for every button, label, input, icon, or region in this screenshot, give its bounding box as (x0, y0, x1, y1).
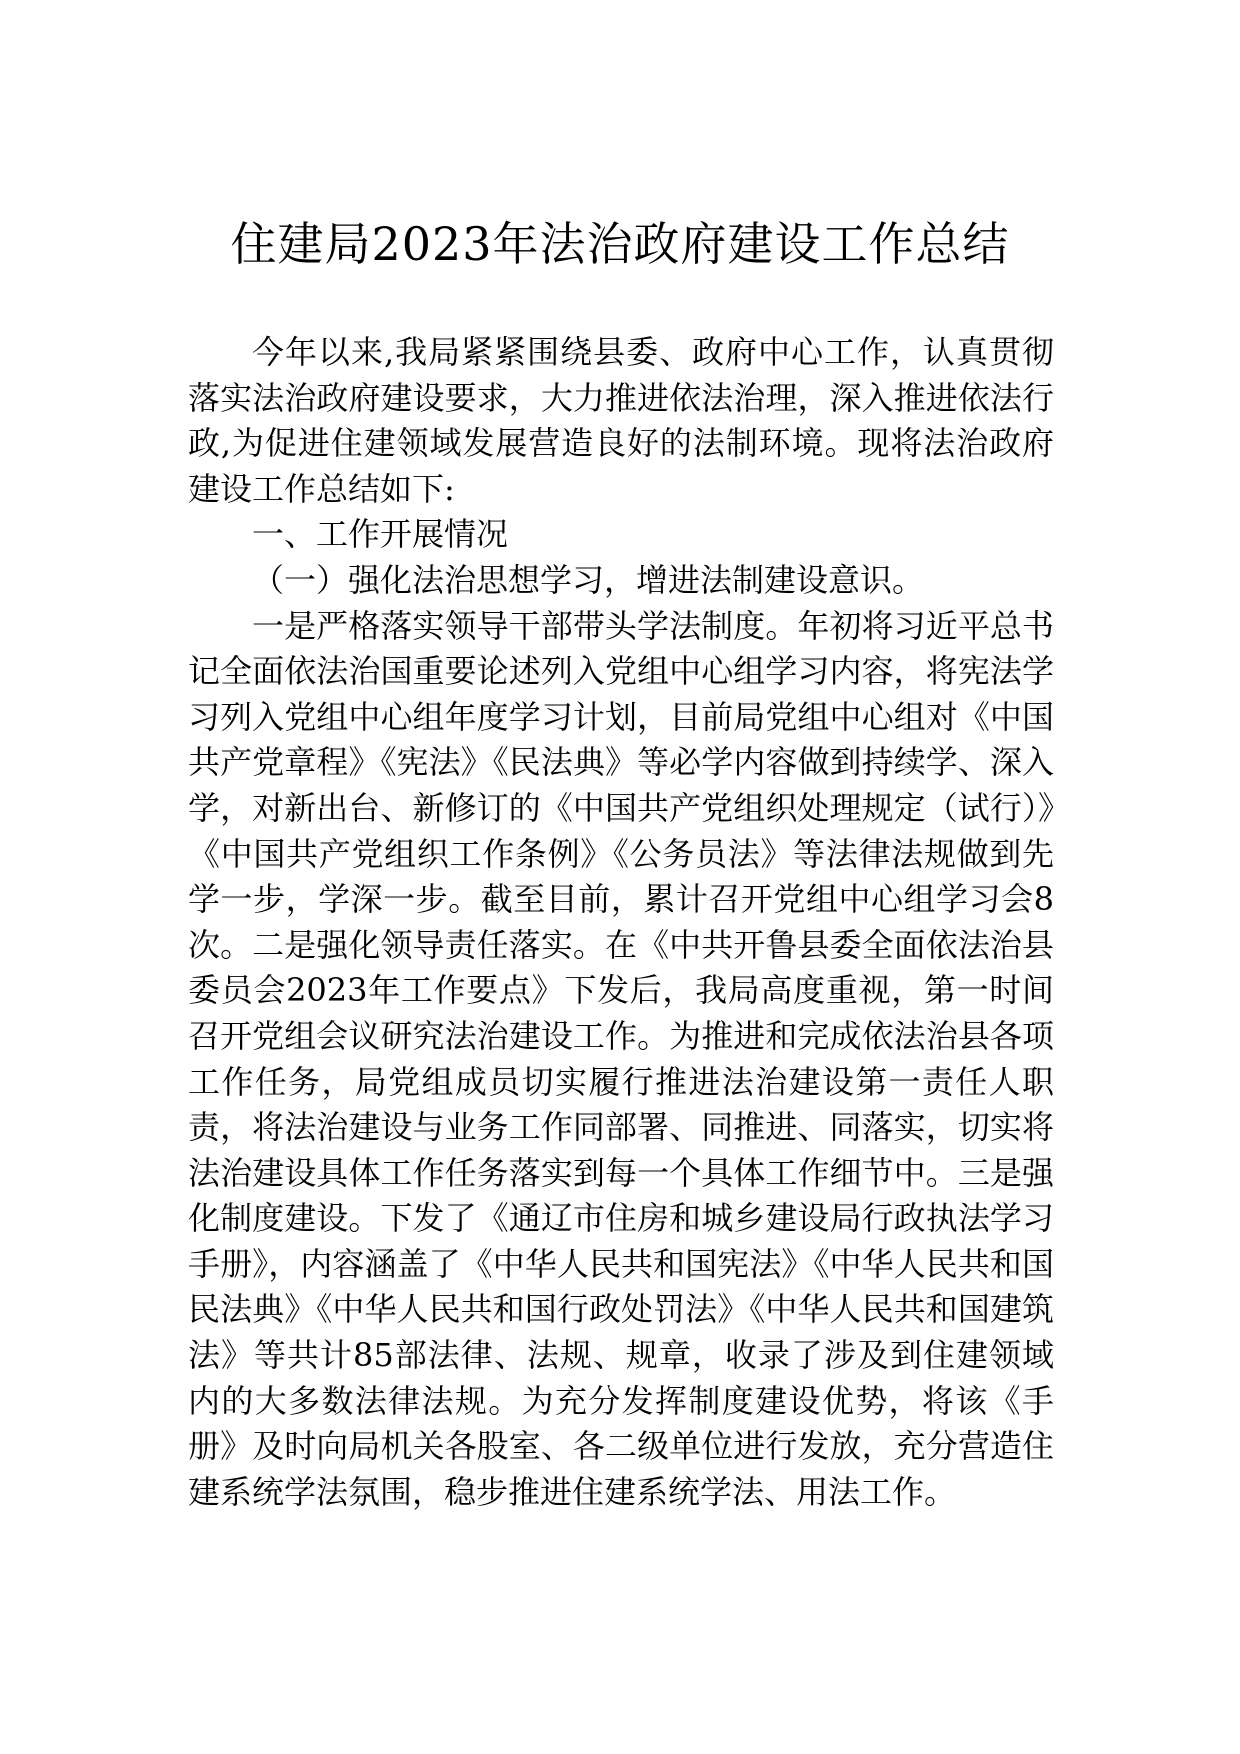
document-title: 住建局2023年法治政府建设工作总结 (230, 217, 1010, 271)
document-body (188, 330, 1054, 1515)
section-heading: 一、工作开展情况 (252, 515, 509, 554)
body-paragraph: 一是严格落实领导干部带头学法制度。年初将习近平总书记全面依法治国重要论述列入党组中心组学习内容，将宪法学习列入党组中心组年度学习计划，目前局党组中心组对《中国共产党章程》《宪法》《民法典》等必学内容做到持续学、深入学，对新出台、新修订的《中国共产党组织处理规定（试行）》《中国共产党组织工作条例》《公务员法》等法律法规做到先学一步，学深一步。截至目前，累计召开党组中心组学习会8次。二是强化领导责任落实。在《中共开鲁县委全面依法治县委员会2023年工作要点》下发后，我局高度重视，第一时间召开党组会议研究法治建设工作。为推进和完成依法治县各项工作任务，局党组成员切实履行推进法治建设第一责任人职责，将法治建设与业务工作同部署、同推进、同落实，切实将法治建设具体工作任务落实到每一个具体工作细节中。三是强化制度建设。下发了《通辽市住房和城乡建设局行政执法学习手册》，内容涵盖了《中华人民共和国宪法》《中华人民共和国民法典》《中华人民共和国行政处罚法》《中华人民共和国建筑法》等共计85部法律、法规、规章，收录了涉及到住建领域内的大多数法律法规。为充分发挥制度建设优势，将该《手册》及时向局机关各股室、各二级单位进行发放，充分营造住建系统学法氛围，稳步推进住建系统学法、用法工作。 (188, 606, 1054, 1511)
intro-paragraph: 今年以来,我局紧紧围绕县委、政府中心工作，认真贯彻落实法治政府建设要求，大力推进依法治理，深入推进依法行政,为促进住建领域发展营造良好的法制环境。现将法治政府建设工作总结如下: (188, 333, 1054, 508)
subsection-heading: （一）强化法治思想学习，增进法制建设意识。 (252, 560, 925, 599)
